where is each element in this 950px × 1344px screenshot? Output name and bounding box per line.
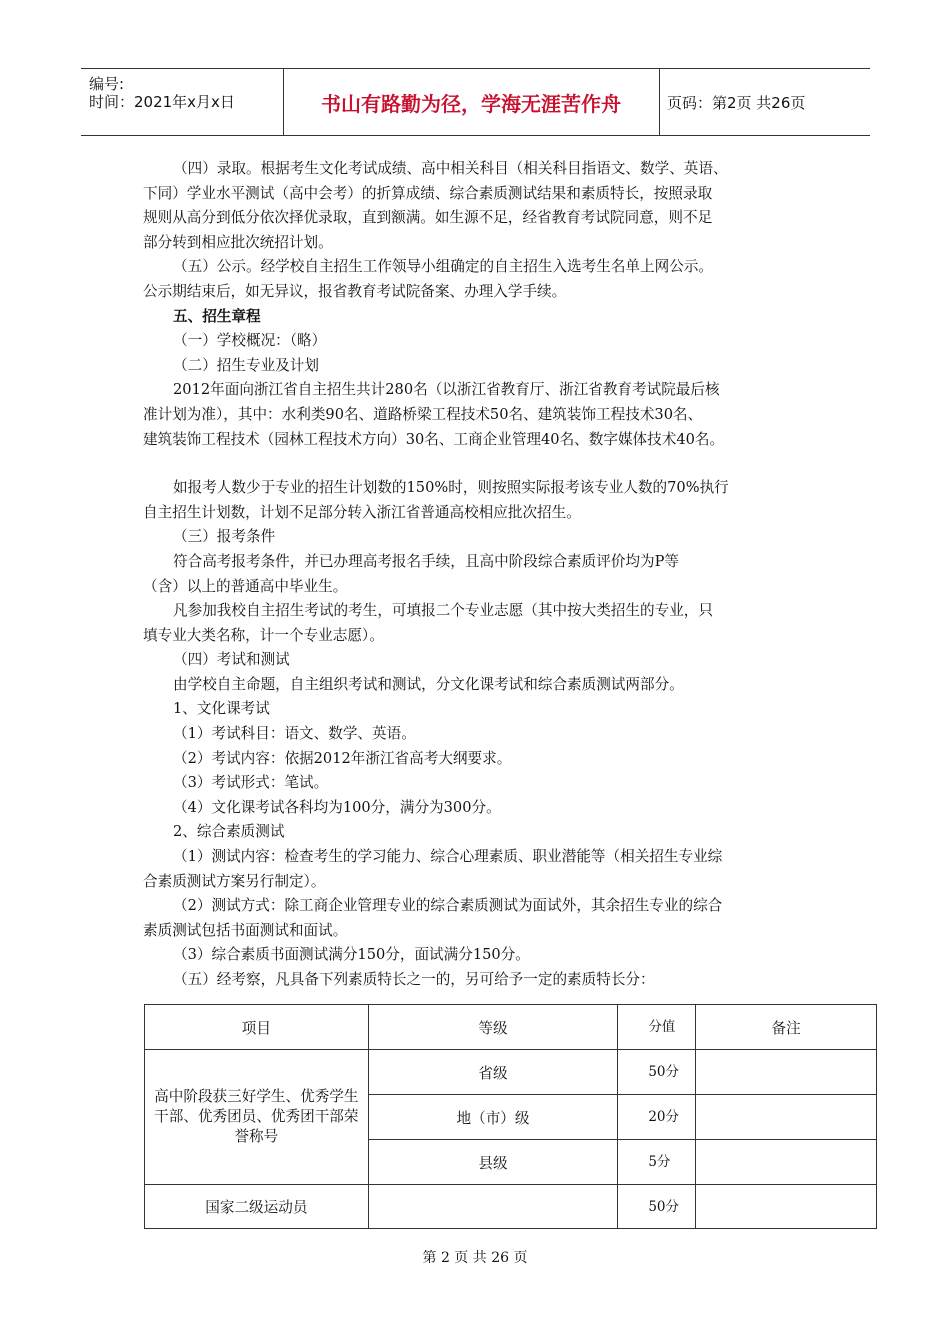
header-meta xyxy=(81,69,284,135)
table-cell-level: 县级 xyxy=(368,1140,618,1185)
table-header-cell: 分值 xyxy=(618,1005,696,1050)
table-row xyxy=(145,1050,877,1095)
subsection-heading: （二）招生专业及计划 xyxy=(173,356,319,374)
paragraph-line: 规则从高分到低分依次择优录取，直到额满。如生源不足，经省教育考试院同意，则不足 xyxy=(143,209,713,227)
table-cell-score: 5分 xyxy=(618,1140,696,1185)
subsection-heading: 1、文化课考试 xyxy=(173,700,270,718)
list-item: （3）考试形式：笔试。 xyxy=(173,774,329,792)
special-talent-score-table xyxy=(144,1004,877,1229)
subsection-heading: （一）学校概况：（略） xyxy=(173,332,327,350)
paragraph-line: 填专业大类名称，计一个专业志愿）。 xyxy=(143,626,384,644)
list-item: （1）测试内容：检查考生的学习能力、综合心理素质、职业潜能等（相关招生专业综 xyxy=(173,848,723,866)
table-cell-score: 50分 xyxy=(618,1050,696,1095)
document-body xyxy=(143,157,808,993)
paragraph-line: 符合高考报考条件，并已办理高考报名手续，且高中阶段综合素质评价均为P等 xyxy=(173,552,680,570)
table-header-cell: 备注 xyxy=(696,1005,877,1050)
table-header-cell: 项目 xyxy=(145,1005,369,1050)
subsection-heading: （三）报考条件 xyxy=(173,528,276,546)
paragraph-line: （五）经考察，凡具备下列素质特长之一的，另可给予一定的素质特长分： xyxy=(173,971,655,988)
table-header-cell: 等级 xyxy=(368,1005,618,1050)
table-cell-note xyxy=(696,1185,877,1229)
paragraph-line: （含）以上的普通高中毕业生。 xyxy=(143,577,348,595)
table-cell-score: 50分 xyxy=(618,1185,696,1229)
paragraph-line: 建筑装饰工程技术（园林工程技术方向）30名、工商企业管理40名、数字媒体技术40名。 xyxy=(143,430,725,448)
list-item: （2）测试方式：除工商企业管理专业的综合素质测试为面试外，其余招生专业的综合 xyxy=(173,897,723,915)
page-footer: 第 2 页 共 26 页 xyxy=(422,1250,528,1266)
table-cell-level xyxy=(368,1185,618,1229)
paragraph-line: 如报考人数少于专业的招生计划数的150%时，则按照实际报考该专业人数的70%执行 xyxy=(173,479,729,497)
list-item: （2）考试内容：依据2012年浙江省高考大纲要求。 xyxy=(173,749,512,767)
table-cell-score: 20分 xyxy=(618,1095,696,1140)
paragraph-line: 凡参加我校自主招生考试的考生，可填报二个专业志愿（其中按大类招生的专业，只 xyxy=(173,602,713,620)
paragraph-line: 由学校自主命题，自主组织考试和测试，分文化课考试和综合素质测试两部分。 xyxy=(173,675,684,693)
header-page-info: 页码：第2页 共26页 xyxy=(667,93,806,112)
list-item: （1）考试科目：语文、数学、英语。 xyxy=(173,725,416,743)
paragraph-line: 下同）学业水平测试（高中会考）的折算成绩、综合素质测试结果和素质特长，按照录取 xyxy=(143,184,713,202)
list-item: （4）文化课考试各科均为100分，满分为300分。 xyxy=(173,798,501,816)
subsection-heading: 2、综合素质测试 xyxy=(173,823,285,841)
paragraph-line: 合素质测试方案另行制定）。 xyxy=(143,872,326,890)
table-cell-item: 国家二级运动员 xyxy=(145,1185,369,1229)
table-cell-note xyxy=(696,1140,877,1185)
table-cell-item: 高中阶段获三好学生、优秀学生干部、优秀团员、优秀团干部荣誉称号 xyxy=(145,1050,369,1185)
table-cell-note xyxy=(696,1050,877,1095)
table-cell-note xyxy=(696,1095,877,1140)
paragraph-line: 2012年面向浙江省自主招生共计280名（以浙江省教育厅、浙江省教育考试院最后核 xyxy=(173,381,720,399)
paragraph-line: 素质测试包括书面测试和面试。 xyxy=(143,921,348,939)
list-item: （3）综合素质书面测试满分150分，面试满分150分。 xyxy=(173,946,530,964)
section-heading: 五、招生章程 xyxy=(173,307,261,325)
table-cell-level: 省级 xyxy=(368,1050,618,1095)
subsection-heading: （四）考试和测试 xyxy=(173,651,290,669)
paragraph-line: 准计划为准），其中：水利类90名、道路桥梁工程技术50名、建筑装饰工程技术30名、 xyxy=(143,405,703,423)
header-motto: 书山有路勤为径，学海无涯苦作舟 xyxy=(283,69,660,135)
paragraph-line: 部分转到相应批次统招计划。 xyxy=(143,233,333,251)
doc-code-label: 编号: xyxy=(89,75,125,93)
paragraph-line: 自主招生计划数，计划不足部分转入浙江省普通高校相应批次招生。 xyxy=(143,503,581,521)
page-header xyxy=(81,68,870,136)
table-cell-level: 地（市）级 xyxy=(368,1095,618,1140)
doc-time-label: 时间：2021年x月x日 xyxy=(89,93,235,111)
table-row xyxy=(145,1185,877,1229)
paragraph-line: （五）公示。经学校自主招生工作领导小组确定的自主招生入选考生名单上网公示。 xyxy=(173,258,713,276)
table-header-row xyxy=(145,1005,877,1050)
paragraph-line: （四）录取。根据考生文化考试成绩、高中相关科目（相关科目指语文、数学、英语、 xyxy=(173,160,728,177)
paragraph-line: 公示期结束后，如无异议，报省教育考试院备案、办理入学手续。 xyxy=(143,282,567,300)
